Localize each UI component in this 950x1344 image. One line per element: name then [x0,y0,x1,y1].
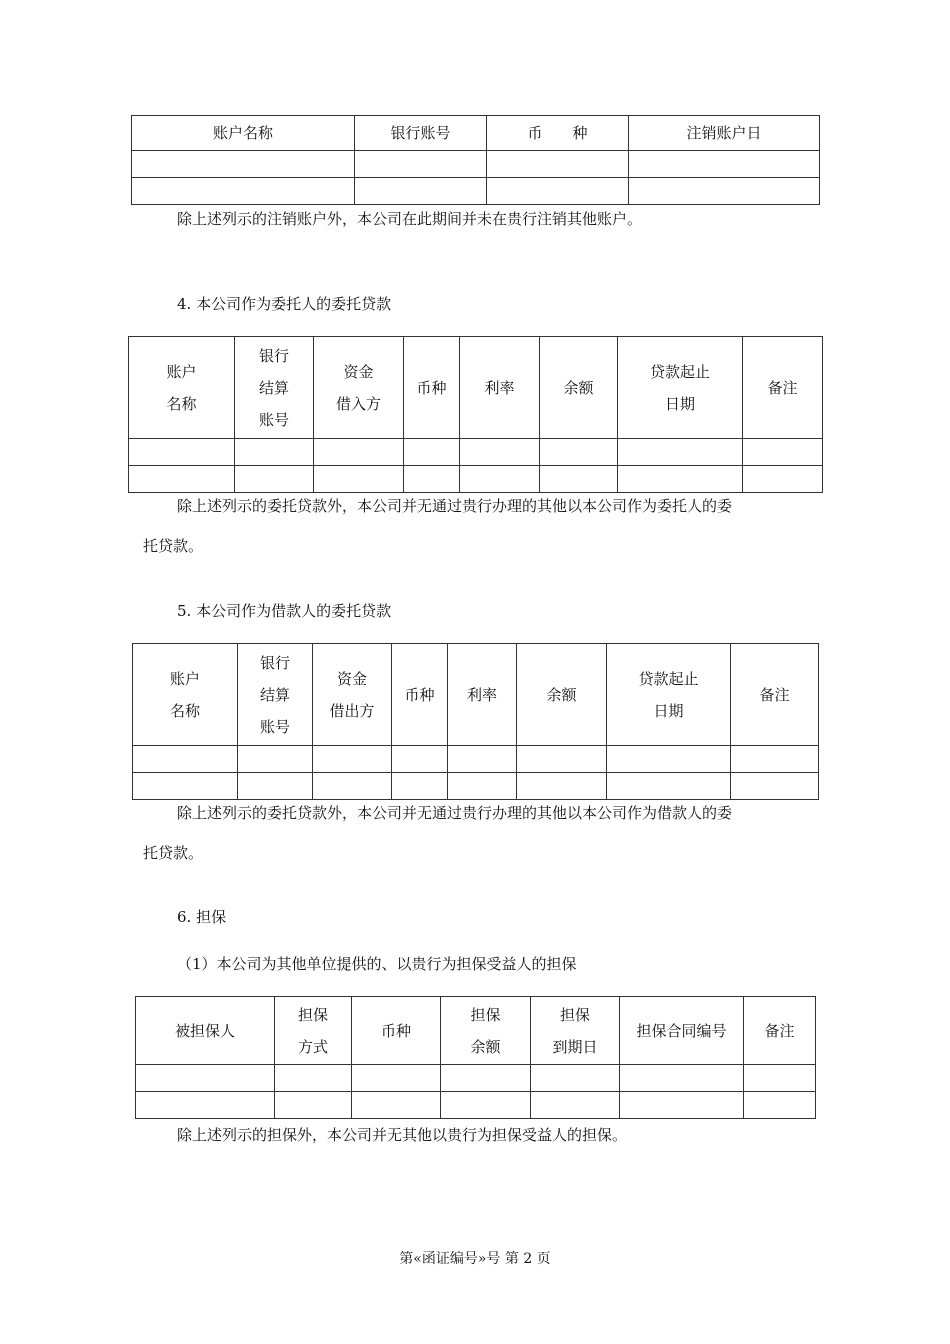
table-row [133,746,819,773]
header-contract-number: 担保合同编号 [620,997,744,1065]
table-cell [352,1092,441,1119]
table-header-row [133,644,819,746]
table-cell [620,1065,744,1092]
table-cell [460,439,540,466]
table-row [133,773,819,800]
table-cell [275,1092,352,1119]
header-borrower: 资金 借入方 [314,337,404,439]
header-guarantee-expiry: 担保 到期日 [531,997,620,1065]
table-cell [540,466,618,493]
closed-accounts-table [131,115,820,205]
table-cell [607,773,731,800]
header-account-name: 账户 名称 [129,337,235,439]
section5-note-line1: 除上述列示的委托贷款外，本公司并无通过贵行办理的其他以本公司作为借款人的委 [177,804,733,822]
table-cell [133,773,238,800]
header-settlement-account: 银行 结算 账号 [235,337,314,439]
header-loan-period: 贷款起止 日期 [607,644,731,746]
table-cell [618,466,743,493]
header-account-name: 账户名称 [132,116,355,151]
table-cell [314,466,404,493]
table-cell [731,773,819,800]
page-footer: 第«函证编号»号 第 2 页 [399,1251,551,1267]
table-cell [392,746,448,773]
table-row [132,151,820,178]
table-row [136,1092,816,1119]
table-cell [132,178,355,205]
table-cell [238,773,313,800]
section5-title: 5. 本公司作为借款人的委托贷款 [177,602,392,620]
header-account-name: 账户 名称 [133,644,238,746]
header-remarks: 备注 [744,997,816,1065]
closed-accounts-note: 除上述列示的注销账户外，本公司在此期间并未在贵行注销其他账户。 [177,210,643,228]
table-cell [404,466,460,493]
header-guarantee-method: 担保 方式 [275,997,352,1065]
section6-title: 6. 担保 [177,908,227,926]
table-cell [487,178,629,205]
table-cell [517,773,607,800]
table-cell [607,746,731,773]
header-remarks: 备注 [731,644,819,746]
entrusted-loan-lender-table [128,336,823,493]
table-cell [392,773,448,800]
header-loan-period: 贷款起止 日期 [618,337,743,439]
table-row [129,439,823,466]
table-row [136,1065,816,1092]
table-cell [540,439,618,466]
header-settlement-account: 银行 结算 账号 [238,644,313,746]
table-cell [731,746,819,773]
table-cell [531,1092,620,1119]
header-currency: 币 种 [487,116,629,151]
header-balance: 余额 [517,644,607,746]
table-cell [441,1092,531,1119]
header-close-date: 注销账户日 [629,116,820,151]
header-balance: 余额 [540,337,618,439]
header-guaranteed-party: 被担保人 [136,997,275,1065]
table-cell [235,466,314,493]
table-cell [238,746,313,773]
table-cell [404,439,460,466]
header-lender: 资金 借出方 [313,644,392,746]
section4-note-line2: 托贷款。 [143,537,204,555]
table-cell [487,151,629,178]
header-interest-rate: 利率 [460,337,540,439]
table-cell [620,1092,744,1119]
entrusted-loan-borrower-table [132,643,819,800]
section4-title: 4. 本公司作为委托人的委托贷款 [177,295,392,313]
table-cell [743,439,823,466]
table-header-row [129,337,823,439]
table-row [132,178,820,205]
table-cell [448,746,517,773]
header-bank-account: 银行账号 [355,116,487,151]
section4-note-line1: 除上述列示的委托贷款外，本公司并无通过贵行办理的其他以本公司作为委托人的委 [177,497,733,515]
table-cell [744,1065,816,1092]
header-guarantee-balance: 担保 余额 [441,997,531,1065]
table-header-row [132,116,820,151]
table-cell [448,773,517,800]
table-cell [313,746,392,773]
table-cell [531,1065,620,1092]
table-header-row [136,997,816,1065]
header-remarks: 备注 [743,337,823,439]
header-currency: 币种 [352,997,441,1065]
section6-subtitle: （1）本公司为其他单位提供的、以贵行为担保受益人的担保 [177,955,577,973]
table-cell [744,1092,816,1119]
table-cell [275,1065,352,1092]
table-cell [629,178,820,205]
table-cell [129,466,235,493]
table-cell [136,1065,275,1092]
table-cell [136,1092,275,1119]
table-cell [133,746,238,773]
table-cell [618,439,743,466]
header-currency: 币种 [392,644,448,746]
header-interest-rate: 利率 [448,644,517,746]
table-cell [517,746,607,773]
table-cell [352,1065,441,1092]
guarantee-table [135,996,816,1119]
table-cell [460,466,540,493]
section5-note-line2: 托贷款。 [143,844,204,862]
table-cell [441,1065,531,1092]
table-cell [355,151,487,178]
table-cell [313,773,392,800]
table-cell [743,466,823,493]
section6-note: 除上述列示的担保外，本公司并无其他以贵行为担保受益人的担保。 [177,1126,628,1144]
table-row [129,466,823,493]
header-currency: 币种 [404,337,460,439]
table-cell [235,439,314,466]
table-cell [314,439,404,466]
table-cell [129,439,235,466]
table-cell [355,178,487,205]
table-cell [132,151,355,178]
table-cell [629,151,820,178]
